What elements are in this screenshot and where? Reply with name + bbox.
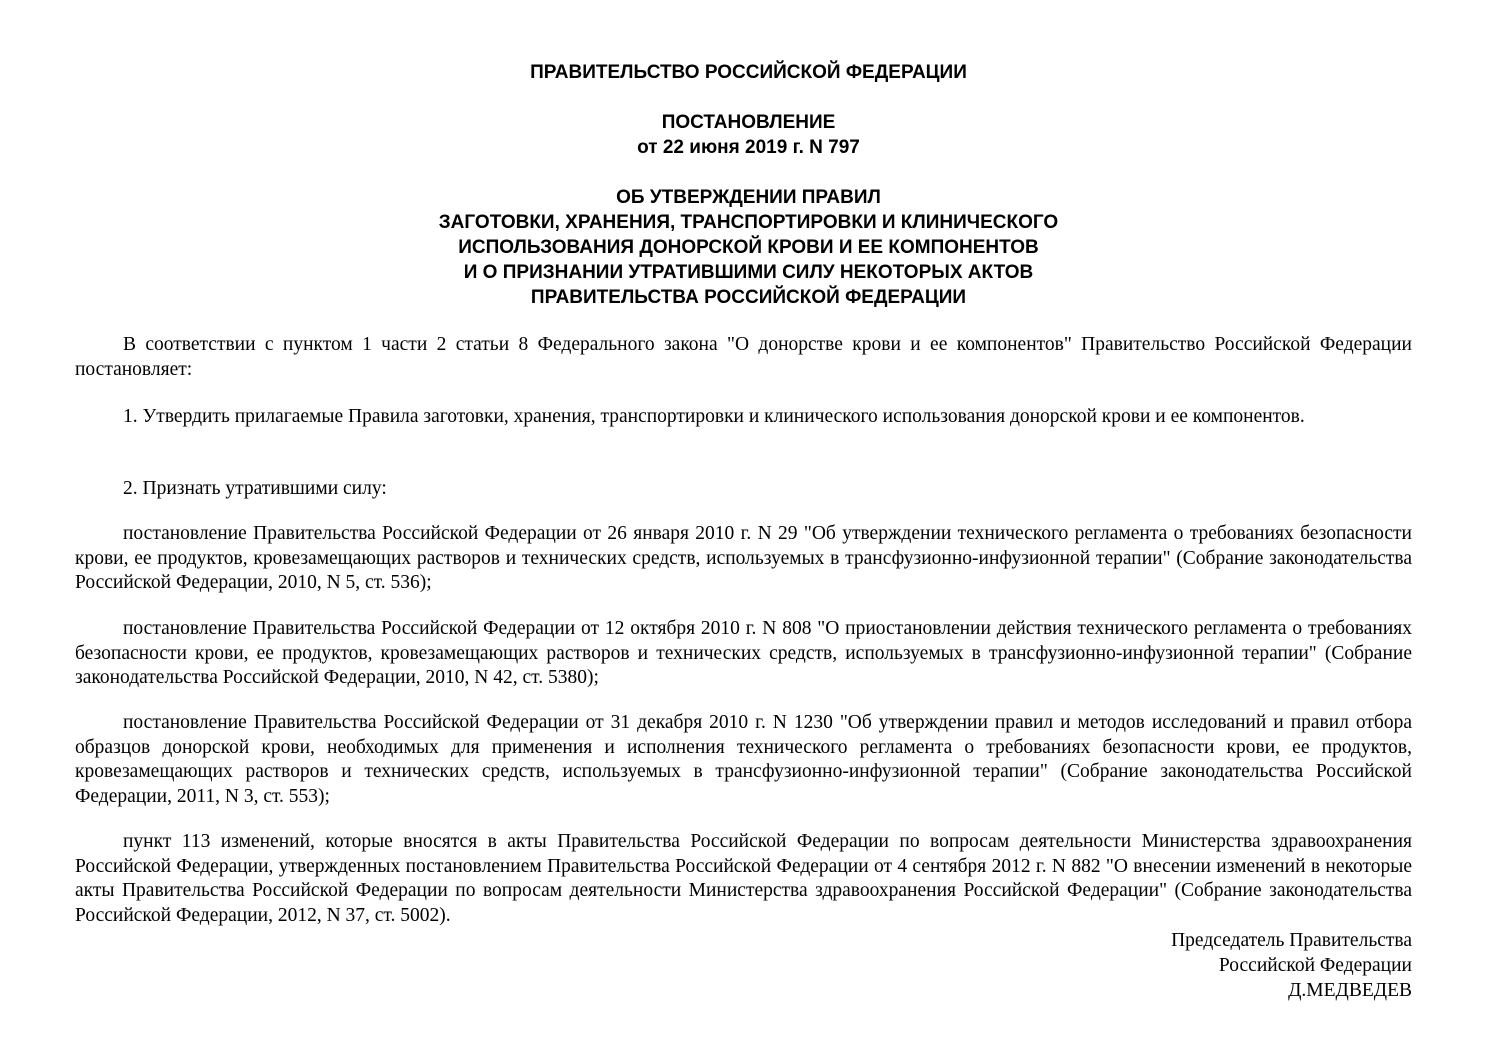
document-title-line: И О ПРИЗНАНИИ УТРАТИВШИМИ СИЛУ НЕКОТОРЫХ АКТОВ	[463, 262, 1034, 283]
signature-block	[1171, 928, 1412, 1003]
repealed-act-paragraph: постановление Правительства Российской Федерации от 12 октября 2010 г. N 808 "О приостановлении действия технического регламента о требованиях безопасности крови, ее продуктов, кровезамещающих растворов и технических средств, используемых в трансфузионно-инфузионной терапии" (Собрание законодательства Российской Федерации, 2010, N 42, ст. 5380);	[75, 618, 1412, 688]
item-2-paragraph: 2. Признать утратившими силу:	[123, 478, 387, 499]
preamble-paragraph: В соответствии с пунктом 1 части 2 статьи 8 Федерального закона "О донорстве крови и ее компонентов" Правительство Российской Федерации постановляет:	[75, 334, 1412, 380]
document-title-line: ОБ УТВЕРЖДЕНИИ ПРАВИЛ	[616, 187, 881, 208]
item-1-paragraph: 1. Утвердить прилагаемые Правила заготовки, хранения, транспортировки и клинического использования донорской крови и ее компонентов.	[123, 406, 1305, 427]
document-title-line: ЗАГОТОВКИ, ХРАНЕНИЯ, ТРАНСПОРТИРОВКИ И КЛИНИЧЕСКОГО	[438, 212, 1059, 233]
document-date-number: от 22 июня 2019 г. N 797	[637, 137, 860, 158]
document-type: ПОСТАНОВЛЕНИЕ	[661, 112, 836, 133]
repealed-act-paragraph: пункт 113 изменений, которые вносятся в акты Правительства Российской Федерации по вопросам деятельности Министерства здравоохранения Российской Федерации, утвержденных постановлением Правительства Российской Федерации от 4 сентября 2012 г. N 882 "О внесении изменений в некоторые акты Правительства Российской Федерации по вопросам деятельности Министерства здравоохранения Российской Федерации" (Собрание законодательства Российской Федерации, 2012, N 37, ст. 5002).	[75, 831, 1412, 926]
signatory-name: Д.МЕДВЕДЕВ	[1288, 980, 1412, 1001]
repealed-act-paragraph: постановление Правительства Российской Федерации от 31 декабря 2010 г. N 1230 "Об утверждении правил и методов исследований и правил отбора образцов донорской крови, необходимых для применения и исполнения технического регламента о требованиях безопасности крови, ее продуктов, кровезамещающих растворов и технических средств, используемых в трансфузионно-инфузионной терапии" (Собрание законодательства Российской Федерации, 2011, N 3, ст. 553);	[75, 712, 1412, 807]
government-heading: ПРАВИТЕЛЬСТВО РОССИЙСКОЙ ФЕДЕРАЦИИ	[530, 62, 967, 83]
document-title-line: ИСПОЛЬЗОВАНИЯ ДОНОРСКОЙ КРОВИ И ЕЕ КОМПОНЕНТОВ	[458, 237, 1039, 258]
signatory-position: Председатель Правительства	[1171, 930, 1412, 951]
repealed-act-paragraph: постановление Правительства Российской Федерации от 26 января 2010 г. N 29 "Об утверждении технического регламента о требованиях безопасности крови, ее продуктов, кровезамещающих растворов и технических средств, используемых в трансфузионно-инфузионной терапии" (Собрание законодательства Российской Федерации, 2010, N 5, ст. 536);	[75, 523, 1412, 593]
document-title-line: ПРАВИТЕЛЬСТВА РОССИЙСКОЙ ФЕДЕРАЦИИ	[530, 287, 967, 308]
signatory-position: Российской Федерации	[1218, 955, 1412, 976]
